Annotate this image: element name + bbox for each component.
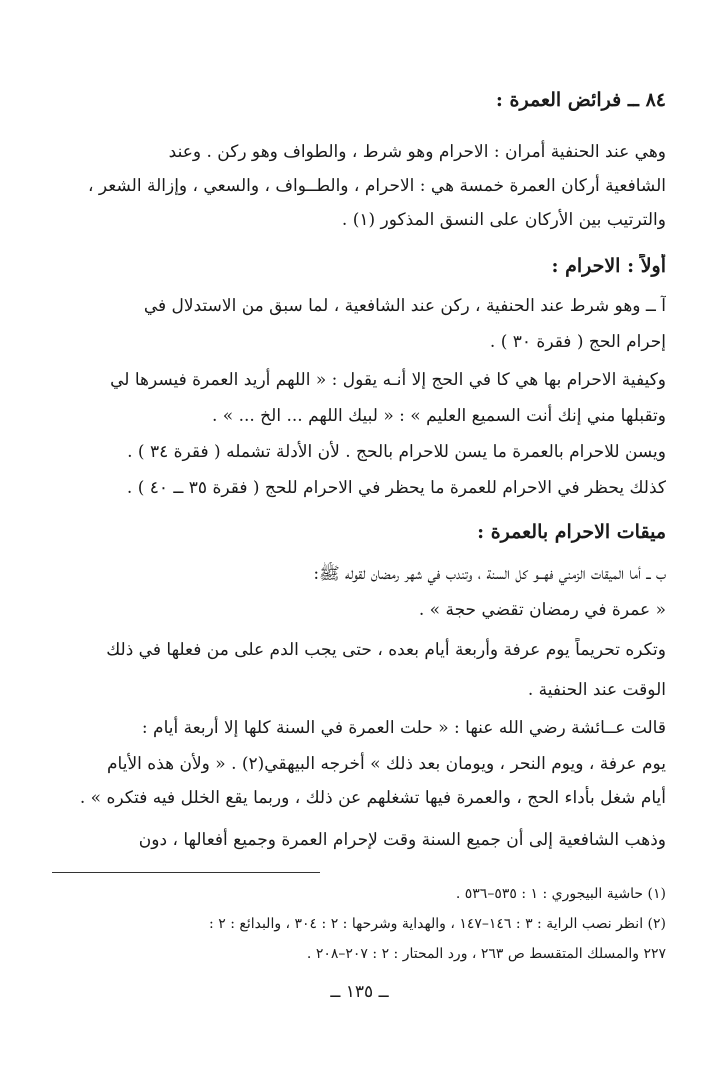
paragraph-line: ب ــ أما الميقات الزمني فهــو كل السنة ، وتندب في شهر رمضان لقوله ﷺ: <box>313 564 666 584</box>
paragraph-line: الوقت عند الحنفية . <box>527 680 666 700</box>
paragraph-line: الشافعية أركان العمرة خمسة هي : الاحرام ، والطــواف ، والسعي ، وإزالة الشعر ، <box>88 176 666 196</box>
paragraph-line: ويسن للاحرام بالعمرة ما يسن للاحرام بالحج . لأن الأدلة تشمله ( فقرة ٣٤ ) . <box>127 442 666 462</box>
paragraph-line: قالت عــائشة رضي الله عنها : « حلت العمرة في السنة كلها إلا أربعة أيام : <box>141 718 666 738</box>
paragraph-line: وذهب الشافعية إلى أن جميع السنة وقت لإحرام العمرة وجميع أفعالها ، دون <box>138 830 666 850</box>
paragraph-line: إحرام الحج ( فقرة ٣٠ ) . <box>489 332 666 352</box>
footnote: (١) حاشية البيجوري : ١ : ٥٣٥–٥٣٦ . <box>455 886 666 902</box>
paragraph-line: يوم عرفة ، ويوم النحر ، ويومان بعد ذلك » أخرجه البيهقي(٢) . « ولأن هذه الأيام <box>107 754 666 774</box>
paragraph-line: آ ــ وهو شرط عند الحنفية ، ركن عند الشافعية ، لما سبق من الاستدلال في <box>143 296 666 316</box>
paragraph-line: وهي عند الحنفية أمران : الاحرام وهو شرط ، والطواف وهو ركن . وعند <box>168 142 666 162</box>
footnote: ٢٢٧ والمسلك المتقسط ص ٢٦٣ ، ورد المحتار : ٢ : ٢٠٧–٢٠٨ . <box>306 946 666 962</box>
section-heading: ٨٤ ــ فرائض العمرة : <box>495 89 666 111</box>
paragraph-line: كذلك يحظر في الاحرام للعمرة ما يحظر في الاحرام للحج ( فقرة ٣٥ ــ ٤٠ ) . <box>126 478 666 498</box>
footnote-divider <box>52 872 320 873</box>
page-number: ــ ١٣٥ ــ <box>330 982 389 1002</box>
paragraph-line: وتكره تحريماً يوم عرفة وأربعة أيام بعده ، حتى يجب الدم على من فعلها في ذلك <box>106 640 666 660</box>
subheading: ميقات الاحرام بالعمرة : <box>477 521 666 543</box>
paragraph-line: وكيفية الاحرام بها هي كا في الحج إلا أنـه يقول : « اللهم أريد العمرة فيسرها لي <box>110 370 666 390</box>
paragraph-line: « عمرة في رمضان تقضي حجة » . <box>418 600 666 620</box>
paragraph-line: أيام شغل بأداء الحج ، والعمرة فيها تشغلهم عن ذلك ، وربما يقع الخلل فيه فتكره » . <box>79 788 666 808</box>
subheading: أولاً : الاحرام : <box>551 255 666 277</box>
paragraph-line: وتقبلها مني إنك أنت السميع العليم » : « لبيك اللهم ... الخ ... » . <box>211 406 666 426</box>
footnote: (٢) انظر نصب الراية : ٣ : ١٤٦–١٤٧ ، والهداية وشرحها : ٢ : ٣٠٤ ، والبدائع : ٢ : <box>209 916 666 932</box>
paragraph-line: والترتيب بين الأركان على النسق المذكور (١) . <box>341 210 666 230</box>
